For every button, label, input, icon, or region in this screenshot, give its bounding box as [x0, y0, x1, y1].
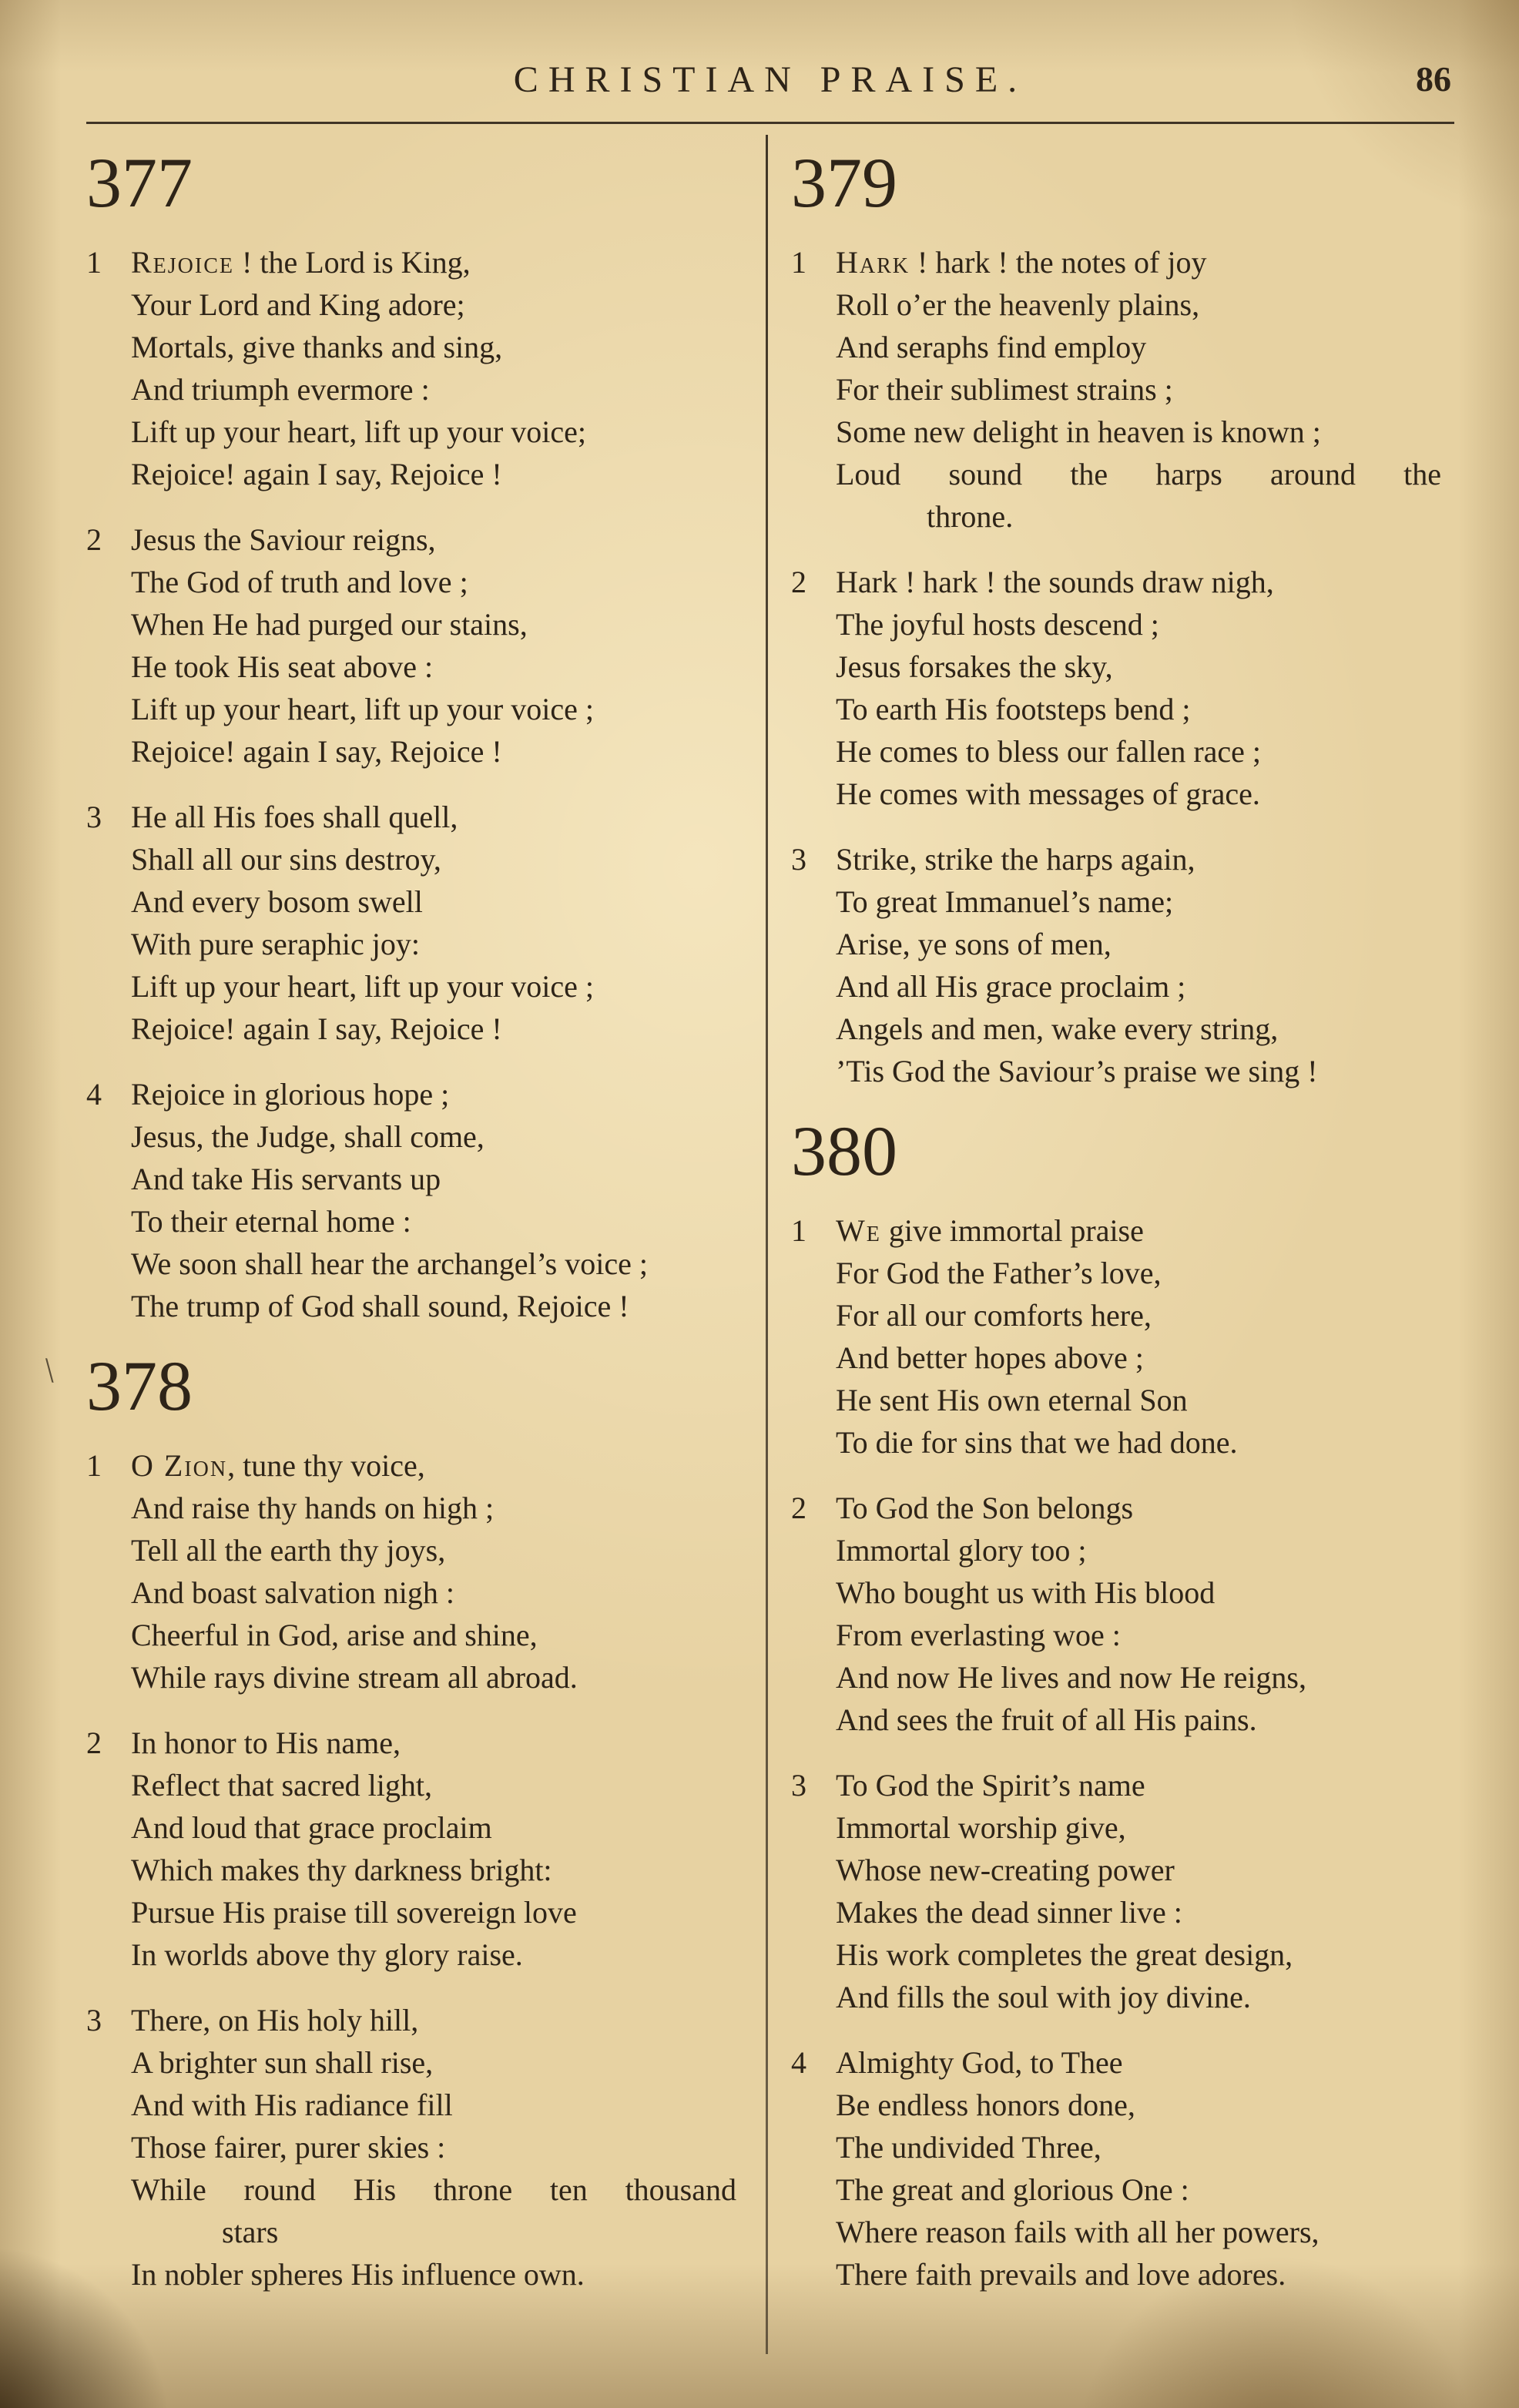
verse-line: Mortals, give thanks and sing,	[131, 330, 503, 364]
verse-line: When He had purged our stains,	[131, 607, 528, 642]
page-number: 86	[1416, 59, 1451, 99]
stanza	[86, 1999, 743, 2296]
verse-line: There faith prevails and love adores.	[836, 2257, 1286, 2292]
verse-line: Immortal glory too ;	[836, 1533, 1087, 1568]
verse-lines	[836, 1209, 1441, 1464]
verse-line: Rejoice in glorious hope ;	[131, 1077, 450, 1112]
stanza	[791, 2041, 1447, 2296]
verse-lines	[131, 796, 736, 1050]
verse-line: The great and glorious One :	[836, 2172, 1189, 2207]
verse-line: With pure seraphic joy:	[131, 927, 420, 961]
verse-line: And loud that grace proclaim	[131, 1810, 492, 1845]
verse-lines	[131, 241, 736, 495]
verse-line: And every bosom swell	[131, 884, 423, 919]
stanza	[86, 1722, 743, 1976]
hymn-number: 377	[86, 143, 193, 222]
verse-line: Rejoice! again I say, Rejoice !	[131, 1011, 502, 1046]
verse-line: Makes the dead sinner live :	[836, 1895, 1182, 1930]
verse-number: 4	[791, 2045, 806, 2080]
verse-line: There, on His holy hill,	[131, 2003, 419, 2037]
verse-lines	[836, 241, 1441, 538]
verse-line: The God of truth and love ;	[131, 565, 468, 599]
stanza	[791, 241, 1447, 538]
stanza	[86, 1073, 743, 1327]
verse-line: To great Immanuel’s name;	[836, 884, 1174, 919]
verse-number: 3	[86, 2003, 102, 2037]
verse-line: Who bought us with His blood	[836, 1575, 1216, 1610]
scan-artifact-mark: \	[43, 1350, 56, 1390]
verse-lines	[131, 1444, 736, 1699]
stanza	[791, 561, 1447, 815]
verse-line: He comes with messages of grace.	[836, 776, 1260, 811]
verse-number: 3	[791, 1768, 806, 1803]
verse-line: Tell all the earth thy joys,	[131, 1533, 446, 1568]
verse-line: To God the Son belongs	[836, 1491, 1134, 1525]
verse-line: Which makes thy darkness bright:	[131, 1853, 552, 1887]
hymn-377	[86, 143, 743, 1327]
verse-line: Be endless honors done,	[836, 2088, 1135, 2122]
verse-line: To God the Spirit’s name	[836, 1768, 1145, 1803]
lead-word: Rejoice	[131, 245, 235, 280]
verse-line: And fills the soul with joy divine.	[836, 1980, 1251, 2014]
verse-number: 1	[791, 1213, 806, 1248]
verse-line: O Zion, tune thy voice,	[131, 1448, 425, 1483]
verse-line: Shall all our sins destroy,	[131, 842, 441, 877]
verse-line: Lift up your heart, lift up your voice;	[131, 414, 586, 449]
verse-line: Jesus the Saviour reigns,	[131, 522, 436, 557]
verse-line: And all His grace proclaim ;	[836, 969, 1186, 1004]
verse-line: We soon shall hear the archangel’s voice ;	[131, 1246, 648, 1281]
verse-line: To earth His footsteps bend ;	[836, 692, 1191, 726]
verse-line: Arise, ye sons of men,	[836, 927, 1112, 961]
verse-line: Your Lord and King adore;	[131, 287, 465, 322]
verse-line: To die for sins that we had done.	[836, 1425, 1238, 1460]
verse-line: And with His radiance fill	[131, 2088, 453, 2122]
verse-line: Lift up your heart, lift up your voice ;	[131, 969, 594, 1004]
verse-line: Reflect that sacred light,	[131, 1768, 432, 1803]
verse-line: For God the Father’s love,	[836, 1256, 1162, 1290]
verse-number: 1	[791, 245, 806, 280]
verse-lines	[131, 518, 736, 773]
verse-lines	[131, 1999, 736, 2296]
verse-number: 1	[86, 1448, 102, 1483]
stanza	[86, 796, 743, 1050]
verse-line: For all our comforts here,	[836, 1298, 1152, 1333]
verse-number: 1	[86, 245, 102, 280]
stanza	[86, 518, 743, 773]
verse-line: Rejoice! again I say, Rejoice !	[131, 734, 502, 769]
verse-line: Almighty God, to Thee	[836, 2045, 1123, 2080]
verse-number: 2	[791, 565, 806, 599]
verse-lines	[131, 1073, 736, 1327]
verse-number: 3	[86, 800, 102, 834]
verse-number: 2	[86, 1726, 102, 1760]
verse-line: Where reason fails with all her powers,	[836, 2215, 1319, 2249]
verse-number: 3	[791, 842, 806, 877]
verse-lines	[131, 1722, 736, 1976]
verse-line: To their eternal home :	[131, 1204, 411, 1239]
stanza	[791, 1487, 1447, 1741]
lead-word: Hark	[836, 245, 910, 280]
verse-line: Loud sound the harps around the	[836, 457, 1441, 491]
hymn-number: 378	[86, 1347, 193, 1425]
hymn-379	[791, 143, 1447, 1092]
hymn-number: 379	[791, 143, 897, 222]
verse-line: From everlasting woe :	[836, 1618, 1121, 1652]
verse-line: In honor to His name,	[131, 1726, 401, 1760]
verse-line: Cheerful in God, arise and shine,	[131, 1618, 538, 1652]
verse-line: Some new delight in heaven is known ;	[836, 414, 1321, 449]
verse-line: While rays divine stream all abroad.	[131, 1660, 578, 1695]
verse-line: For their sublimest strains ;	[836, 372, 1173, 407]
verse-line: Hark ! hark ! the notes of joy	[836, 245, 1207, 280]
verse-line: And seraphs find employ	[836, 330, 1147, 364]
verse-line: And better hopes above ;	[836, 1340, 1144, 1375]
verse-line: He all His foes shall quell,	[131, 800, 458, 834]
verse-number: 2	[791, 1491, 806, 1525]
verse-line: Pursue His praise till sovereign love	[131, 1895, 577, 1930]
verse-line: throne.	[927, 499, 1014, 534]
verse-line: Angels and men, wake every string,	[836, 1011, 1279, 1046]
verse-lines	[836, 838, 1441, 1092]
verse-line: The undivided Three,	[836, 2130, 1102, 2165]
verse-line: In worlds above thy glory raise.	[131, 1937, 523, 1972]
verse-line: Hark ! hark ! the sounds draw nigh,	[836, 565, 1274, 599]
verse-line: ’Tis God the Saviour’s praise we sing !	[836, 1054, 1318, 1088]
verse-line: Jesus forsakes the sky,	[836, 649, 1113, 684]
verse-number: 2	[86, 522, 102, 557]
verse-line: He sent His own eternal Son	[836, 1383, 1188, 1417]
verse-line: stars	[222, 2215, 279, 2249]
verse-lines	[836, 1764, 1441, 2018]
lead-word: O Zion	[131, 1448, 228, 1483]
verse-line: The joyful hosts descend ;	[836, 607, 1159, 642]
verse-line: The trump of God shall sound, Rejoice !	[131, 1289, 629, 1323]
page-title: CHRISTIAN PRAISE.	[513, 59, 1028, 100]
verse-line: Strike, strike the harps again,	[836, 842, 1195, 877]
verse-line: Rejoice! again I say, Rejoice !	[131, 457, 502, 491]
hymn-380	[791, 1112, 1447, 2296]
verse-line: And sees the fruit of all His pains.	[836, 1702, 1257, 1737]
hymn-378	[86, 1347, 743, 2296]
verse-lines	[836, 2041, 1441, 2296]
verse-line: And take His servants up	[131, 1162, 441, 1196]
stanza	[86, 241, 743, 495]
verse-number: 4	[86, 1077, 102, 1112]
verse-line: Immortal worship give,	[836, 1810, 1126, 1845]
verse-line: We give immortal praise	[836, 1213, 1144, 1248]
verse-line: A brighter sun shall rise,	[131, 2045, 434, 2080]
column-left	[86, 135, 743, 2408]
verse-line: Lift up your heart, lift up your voice ;	[131, 692, 594, 726]
verse-line: And boast salvation nigh :	[131, 1575, 454, 1610]
stanza	[86, 1444, 743, 1699]
verse-line: He comes to bless our fallen race ;	[836, 734, 1262, 769]
verse-lines	[836, 1487, 1441, 1741]
hymn-number: 380	[791, 1112, 897, 1190]
page-header	[86, 54, 1454, 109]
verse-lines	[836, 561, 1441, 815]
verse-line: Rejoice ! the Lord is King,	[131, 245, 471, 280]
verse-line: Whose new-creating power	[836, 1853, 1175, 1887]
lead-word: We	[836, 1213, 881, 1248]
columns	[86, 124, 1454, 2408]
verse-line: While round His throne ten thousand	[131, 2172, 736, 2207]
column-right	[791, 135, 1447, 2408]
verse-line: Those fairer, purer skies :	[131, 2130, 446, 2165]
stanza	[791, 1764, 1447, 2018]
stanza	[791, 1209, 1447, 1464]
verse-line: And raise thy hands on high ;	[131, 1491, 495, 1525]
verse-line: In nobler spheres His influence own.	[131, 2257, 585, 2292]
verse-line: And triumph evermore :	[131, 372, 430, 407]
stanza	[791, 838, 1447, 1092]
column-divider	[766, 135, 768, 2354]
verse-line: Roll o’er the heavenly plains,	[836, 287, 1200, 322]
verse-line: His work completes the great design,	[836, 1937, 1293, 1972]
verse-line: Jesus, the Judge, shall come,	[131, 1119, 485, 1154]
verse-line: And now He lives and now He reigns,	[836, 1660, 1306, 1695]
verse-line: He took His seat above :	[131, 649, 434, 684]
